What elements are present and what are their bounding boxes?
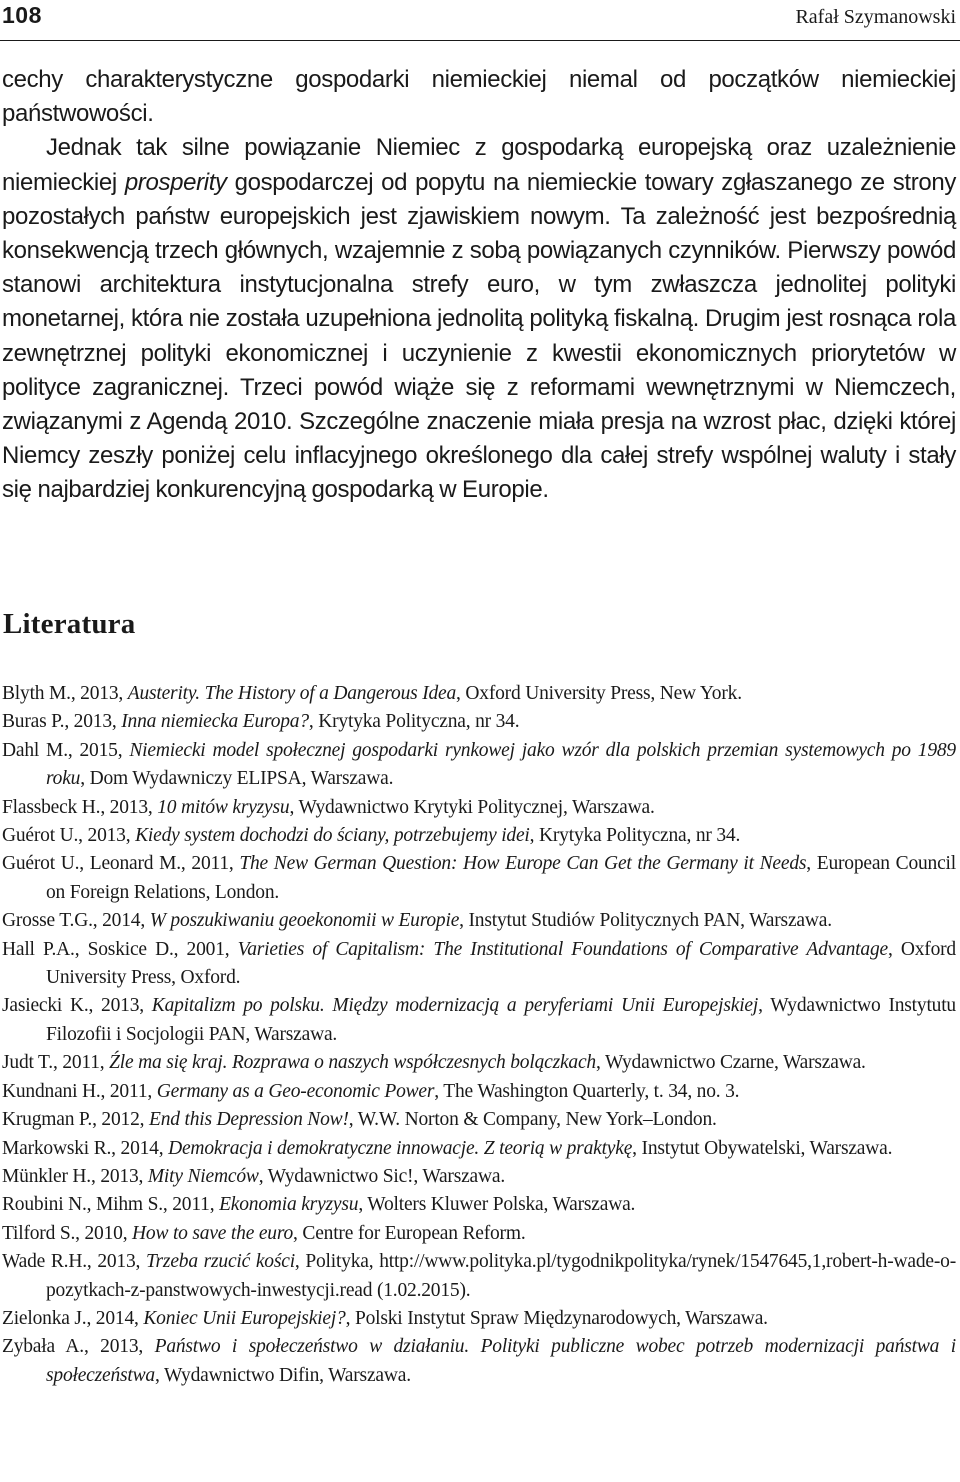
running-head-author: Rafał Szymanowski: [795, 6, 956, 28]
reference-entry: [2, 1220, 956, 1248]
reference-authors: Markowski R., 2014,: [2, 1137, 169, 1159]
reference-authors: Kundnani H., 2011,: [2, 1080, 157, 1102]
reference-authors: Wade R.H., 2013,: [2, 1251, 146, 1273]
reference-title: Mity Niemców: [147, 1165, 259, 1187]
reference-entry: [2, 737, 956, 794]
reference-authors: Guérot U., 2013,: [2, 825, 136, 847]
reference-authors: Buras P., 2013,: [2, 711, 122, 733]
reference-entry: [2, 794, 956, 822]
reference-authors: Roubini N., Mihm S., 2011,: [2, 1194, 220, 1216]
reference-entry: [2, 1106, 956, 1134]
reference-title: Inna niemiecka Europa?: [121, 711, 309, 733]
page-number: 108: [2, 2, 42, 28]
reference-publisher: , Wydawnictwo Czarne, Warszawa.: [595, 1052, 866, 1074]
reference-entry: [2, 907, 956, 935]
reference-publisher: , Polski Instytut Spraw Międzynarodowych, Warszawa.: [345, 1307, 768, 1329]
reference-title: 10 mitów kryzysu: [157, 796, 290, 818]
reference-title: Państwo i społeczeństwo w działaniu. Polityki publiczne wobec potrzeb modernizacji państwa i społeczeństwa: [46, 1336, 956, 1386]
reference-publisher: , Instytut Obywatelski, Warszawa.: [632, 1137, 893, 1159]
reference-entry: [2, 822, 956, 850]
reference-entry: [2, 1248, 956, 1305]
reference-entry: [2, 1333, 956, 1390]
reference-entry: [2, 1049, 956, 1077]
reference-entry: [2, 1191, 956, 1219]
reference-publisher: , Krytyka Polityczna, nr 34.: [529, 825, 741, 847]
reference-entry: [2, 1163, 956, 1191]
paragraph-2: [2, 131, 956, 507]
reference-title: Germany as a Geo-economic Power: [156, 1080, 435, 1102]
reference-publisher: , Dom Wydawniczy ELIPSA, Warszawa.: [80, 768, 394, 790]
reference-authors: Hall P.A., Soskice D., 2001,: [2, 938, 238, 960]
reference-authors: Flassbeck H., 2013,: [2, 796, 158, 818]
reference-title: Kiedy system dochodzi do ściany, potrzebujemy idei: [135, 825, 530, 847]
reference-publisher: , Oxford University Press, New York.: [456, 683, 742, 704]
reference-authors: Tilford S., 2010,: [2, 1222, 133, 1244]
reference-publisher: , W.W. Norton & Company, New York–London.: [348, 1109, 717, 1131]
reference-title: Varieties of Capitalism: The Institutional Foundations of Comparative Advantage: [237, 938, 888, 960]
reference-publisher: , European Council on Foreign Relations, London.: [46, 853, 956, 903]
reference-publisher: , Wydawnictwo Instytutu Filozofii i Socjologii PAN, Warszawa.: [46, 995, 956, 1045]
reference-entry: [2, 936, 956, 993]
reference-title: Kapitalizm po polsku. Między modernizacją a peryferiami Unii Europejskiej: [151, 995, 759, 1017]
reference-authors: Judt T., 2011,: [2, 1052, 110, 1074]
reference-publisher: , Oxford University Press, Oxford.: [46, 938, 956, 989]
reference-authors: Jasiecki K., 2013,: [2, 995, 152, 1017]
reference-title: Źle ma się kraj. Rozprawa o naszych współczesnych bolączkach: [109, 1052, 596, 1074]
reference-title: Demokracja i demokratyczne innowacje. Z teorią w praktykę: [168, 1137, 633, 1159]
page-header: [0, 0, 960, 41]
reference-publisher: , The Washington Quarterly, t. 34, no. 3.: [434, 1080, 740, 1102]
reference-title: Koniec Unii Europejskiej?: [143, 1307, 346, 1329]
paragraph-2-italic-term: prosperity: [124, 168, 227, 196]
reference-title: Niemiecki model społecznej gospodarki rynkowej jako wzór dla polskich przemian systemowych po 1989 roku: [46, 739, 956, 790]
reference-entry: [2, 680, 956, 708]
reference-entry: [2, 850, 956, 907]
reference-entry: [2, 1135, 956, 1163]
reference-authors: Zielonka J., 2014,: [2, 1307, 144, 1329]
reference-authors: Grosse T.G., 2014,: [2, 910, 150, 932]
reference-title: How to save the euro: [132, 1222, 294, 1244]
reference-title: End this Depression Now!: [148, 1109, 349, 1131]
reference-list: [2, 680, 956, 1390]
reference-title: Austerity. The History of a Dangerous Idea: [127, 683, 457, 704]
reference-publisher: , Polityka, http://www.polityka.pl/tygodnikpolityka/rynek/1547645,1,robert-h-wade-o-pozytkach-z-panstwowych-inwestycji.read (1.02.2015).: [46, 1251, 957, 1301]
reference-publisher: , Wydawnictwo Krytyki Politycznej, Warszawa.: [289, 796, 655, 818]
reference-authors: Dahl M., 2015,: [2, 739, 130, 761]
reference-authors: Guérot U., Leonard M., 2011,: [2, 853, 240, 875]
reference-title: Trzeba rzucić kości: [145, 1251, 295, 1273]
reference-authors: Blyth M., 2013,: [2, 683, 128, 704]
reference-publisher: , Wolters Kluwer Polska, Warszawa.: [358, 1194, 636, 1216]
reference-authors: Krugman P., 2012,: [2, 1109, 149, 1131]
reference-title: W poszukiwaniu geoekonomii w Europie: [149, 910, 460, 932]
paragraph-2-end: gospodarczej od popytu na niemieckie towary zgłaszanego ze strony pozostałych państw europejskich jest zjawiskiem nowym. Ta zależność jest bezpośrednią konsekwencją trzech głównych, wzajemnie z sobą powiązanych czynników. Pierwszy powód stanowi architektura instytucjonalna strefy euro, w tym zwłaszcza jednolitej polityki monetarnej, która nie została uzupełniona jednolitą polityką fiskalną. Drugim jest rosnąca rola zewnętrznej polityki ekonomicznej i uczynienie z kwestii ekonomicznych priorytetów w polityce zagranicznej. Trzeci powód wiąże się z reformami wewnętrznymi w Niemczech, związanymi z Agendą 2010. Szczególne znaczenie miała presja na wzrost płac, dzięki której Niemcy zeszły poniżej celu inflacyjnego określonego dla całej strefy wspólnej waluty i stały się najbardziej konkurencyjną gospodarką w Europie.: [2, 168, 956, 504]
reference-publisher: , Wydawnictwo Sic!, Warszawa.: [258, 1165, 506, 1187]
reference-entry: [2, 992, 956, 1049]
reference-title: The New German Question: How Europe Can Get the Germany it Needs: [239, 853, 807, 875]
reference-authors: Münkler H., 2013,: [2, 1165, 148, 1187]
reference-entry: [2, 1305, 956, 1333]
reference-title: Ekonomia kryzysu: [219, 1194, 359, 1216]
reference-publisher: , Wydawnictwo Difin, Warszawa.: [154, 1364, 411, 1386]
reference-entry: [2, 708, 956, 736]
reference-publisher: , Krytyka Polityczna, nr 34.: [308, 711, 520, 733]
paragraph-2-start: Jednak tak silne powiązanie Niemiec z gospodarką europejską oraz uzależnienie niemieckiej: [2, 134, 956, 196]
section-heading-literatura: Literatura: [3, 608, 136, 640]
reference-authors: Zybała A., 2013,: [2, 1336, 155, 1358]
reference-publisher: , Centre for European Reform.: [293, 1222, 526, 1244]
reference-entry: [2, 1078, 956, 1106]
reference-publisher: , Instytut Studiów Politycznych PAN, Warszawa.: [459, 910, 832, 932]
body-text: [2, 63, 956, 508]
paragraph-1: cechy charakterystyczne gospodarki niemieckiej niemal od początków niemieckiej państwowości.: [2, 66, 956, 128]
